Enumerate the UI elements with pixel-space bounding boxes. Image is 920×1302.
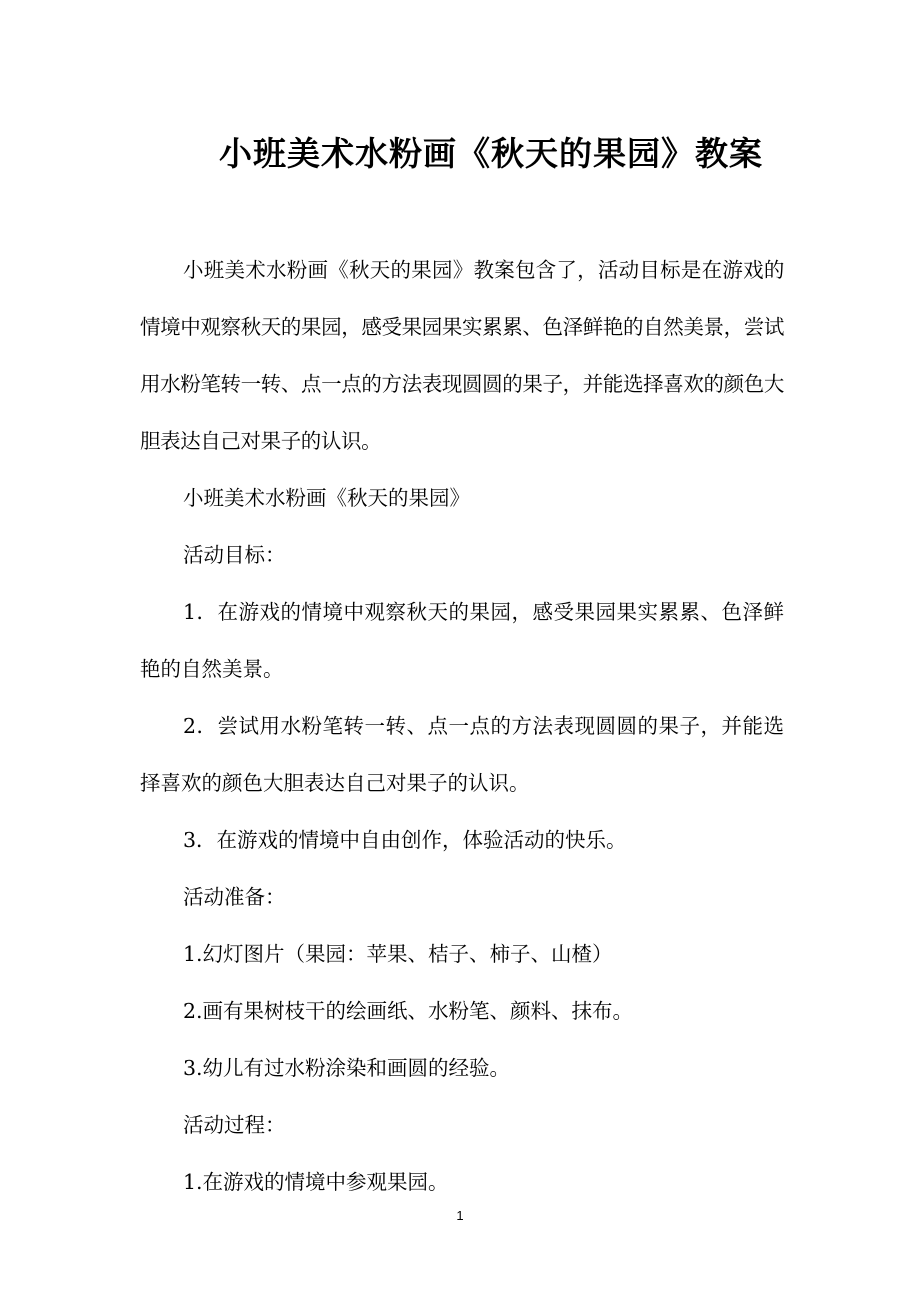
intro-paragraph: 小班美术水粉画《秋天的果园》教案包含了，活动目标是在游戏的情境中观察秋天的果园，感受果园果实累累、色泽鲜艳的自然美景，尝试用水粉笔转一转、点一点的方法表现圆圆的果子，并能选择喜欢的颜色大胆表达自己对果子的认识。: [140, 258, 784, 453]
preparation-item-3: 3.幼儿有过水粉涂染和画圆的经验。: [183, 1056, 511, 1080]
process-item-1: 1.在游戏的情境中参观果园。: [183, 1170, 449, 1194]
objective-item-3: 3．在游戏的情境中自由创作，体验活动的快乐。: [183, 828, 627, 852]
page-number: 1: [456, 1208, 464, 1223]
process-heading: 活动过程：: [183, 1113, 286, 1137]
objective-item-2: 2．尝试用水粉笔转一转、点一点的方法表现圆圆的果子，并能选择喜欢的颜色大胆表达自己对果子的认识。: [140, 714, 784, 795]
preparation-item-2: 2.画有果树枝干的绘画纸、水粉笔、颜料、抹布。: [183, 999, 634, 1023]
objectives-heading: 活动目标：: [183, 543, 286, 567]
preparation-heading: 活动准备：: [183, 885, 286, 909]
objective-item-1: 1．在游戏的情境中观察秋天的果园，感受果园果实累累、色泽鲜艳的自然美景。: [140, 600, 784, 681]
lesson-name-paragraph: 小班美术水粉画《秋天的果园》: [183, 486, 470, 510]
document-body: [140, 242, 784, 1211]
document-title: 小班美术水粉画《秋天的果园》教案: [219, 134, 763, 174]
preparation-item-1: 1.幻灯图片（果园：苹果、桔子、柿子、山楂）: [183, 942, 613, 966]
